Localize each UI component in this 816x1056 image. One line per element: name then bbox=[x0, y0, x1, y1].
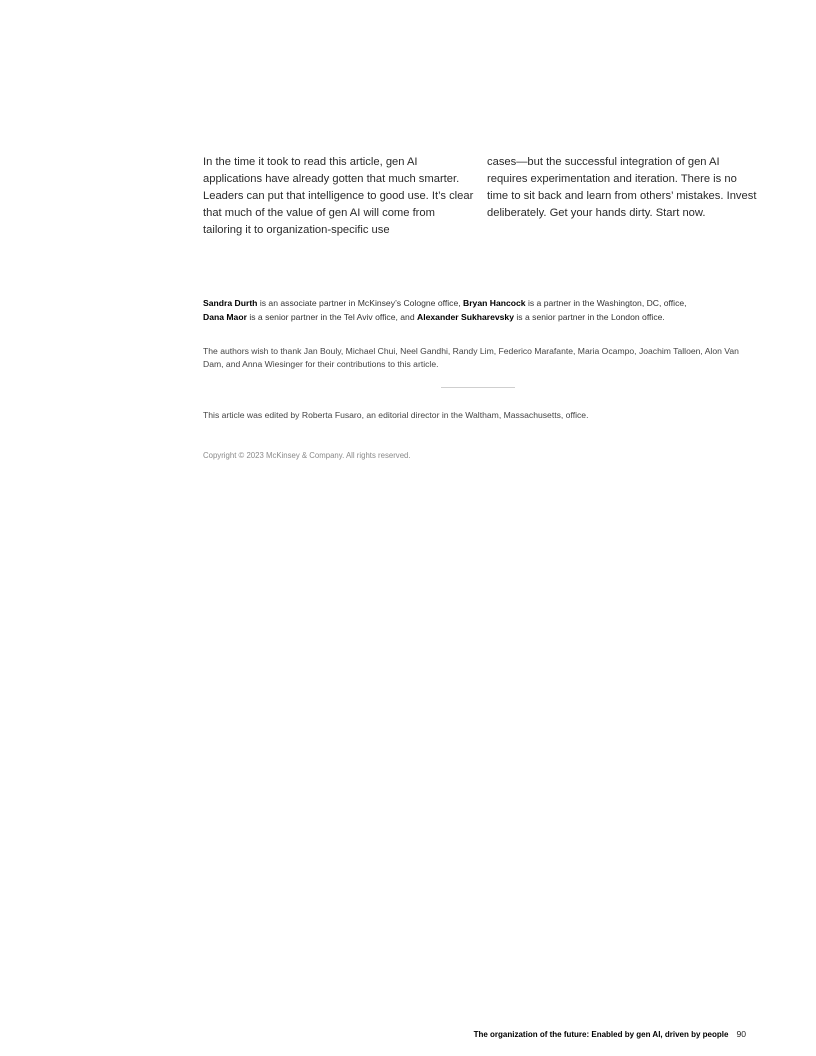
author-bios bbox=[203, 297, 753, 324]
author-bio-hancock: is a partner in the Washington, DC, office, bbox=[525, 298, 687, 308]
author-bio-maor: is a senior partner in the Tel Aviv office, and bbox=[246, 311, 418, 322]
author-name-hancock: Bryan Hancock bbox=[463, 298, 526, 308]
body-column-left: In the time it took to read this article, gen AI applications have already gotten that much smarter. Leaders can put that intelligence to good use. It’s clear that much of the value of gen AI will come from tailoring it to organization-specific use bbox=[203, 156, 474, 236]
footer-title: The organization of the future: Enabled by gen AI, driven by people bbox=[473, 1030, 729, 1039]
section-divider bbox=[441, 387, 515, 388]
author-name-maor: Dana Maor bbox=[203, 311, 247, 322]
page-footer bbox=[474, 1028, 746, 1041]
author-name-durth: Sandra Durth bbox=[203, 298, 258, 308]
editor-note: This article was edited by Roberta Fusaro, an editorial director in the Waltham, Massachusetts, office. bbox=[203, 410, 589, 420]
body-column-right: cases—but the successful integration of gen AI requires experimentation and iteration. There is no time to sit back and learn from others’ mistakes. Invest deliberately. Get your hands dirty. Start now. bbox=[487, 156, 757, 219]
author-bio-sukharevsky: is a senior partner in the London office. bbox=[514, 311, 665, 322]
author-name-sukharevsky: Alexander Sukharevsky bbox=[417, 311, 514, 322]
acknowledgments: The authors wish to thank Jan Bouly, Michael Chui, Neel Gandhi, Randy Lim, Federico Marafante, Maria Ocampo, Joachim Talloen, Alon Van Dam, and Anna Wiesinger for their contributions to this article. bbox=[203, 346, 739, 369]
page-number: 90 bbox=[736, 1029, 746, 1039]
copyright-notice: Copyright © 2023 McKinsey & Company. All rights reserved. bbox=[203, 451, 411, 460]
author-bio-durth: is an associate partner in McKinsey’s Cologne office, bbox=[257, 298, 463, 308]
